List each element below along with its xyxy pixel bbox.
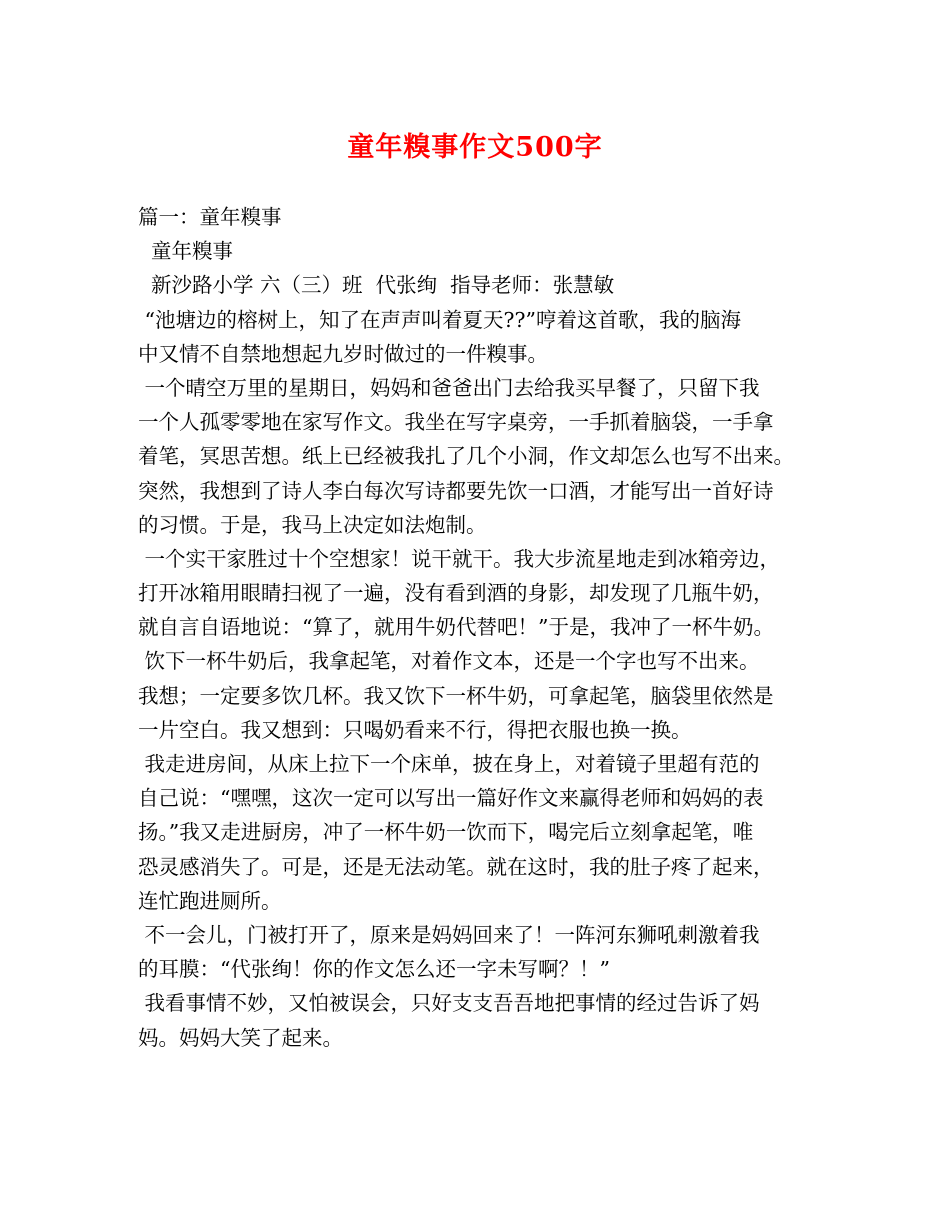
text-line: 的耳膜：“代张绚！你的作文怎么还一字未写啊？！” (138, 957, 610, 982)
text-line: 打开冰箱用眼睛扫视了一遍，没有看到酒的身影，却发现了几瓶牛奶， (138, 581, 774, 606)
text-line: 恐灵感消失了。可是，还是无法动笔。就在这时，我的肚子疼了起来， (138, 854, 774, 879)
text-line: 新沙路小学 六（三）班 代张绚 指导老师：张慧敏 (138, 273, 615, 298)
text-line: 扬。”我又走进厨房，冲了一杯牛奶一饮而下，喝完后立刻拿起笔，唯 (138, 820, 754, 845)
text-line: “池塘边的榕树上，知了在声声叫着夏天??”哼着这首歌，我的脑海 (138, 307, 741, 332)
text-line: 一个晴空万里的星期日，妈妈和爸爸出门去给我买早餐了，只留下我 (138, 375, 760, 400)
text-line: 我想；一定要多饮几杯。我又饮下一杯牛奶，可拿起笔，脑袋里依然是 (138, 683, 774, 708)
text-line: 的习惯。于是，我马上决定如法炮制。 (138, 512, 487, 537)
text-line: 妈。妈妈大笑了起来。 (138, 1025, 343, 1050)
document-title: 童年糗事作文500字 (347, 132, 603, 163)
text-line: 童年糗事 (138, 239, 234, 264)
text-line: 篇一：童年糗事 (138, 205, 282, 229)
text-line: 我走进房间，从床上拉下一个床单，披在身上，对着镜子里超有范的 (138, 752, 760, 776)
text-line: 着笔，冥思苦想。纸上已经被我扎了几个小洞，作文却怎么也写不出来。 (138, 444, 794, 469)
text-line: 饮下一杯牛奶后，我拿起笔，对着作文本，还是一个字也写不出来。 (138, 649, 760, 674)
text-line: 自己说：“嘿嘿，这次一定可以写出一篇好作文来赢得老师和妈妈的表 (138, 786, 764, 811)
text-line: 一个实干家胜过十个空想家！说干就干。我大步流星地走到冰箱旁边， (138, 546, 781, 571)
text-line: 就自言自语地说：“算了，就用牛奶代替吧！”于是，我冲了一杯牛奶。 (138, 615, 774, 640)
text-line: 中又情不自禁地想起九岁时做过的一件糗事。 (138, 341, 548, 366)
text-line: 一片空白。我又想到：只喝奶看来不行，得把衣服也换一换。 (138, 717, 692, 742)
text-line: 突然，我想到了诗人李白每次写诗都要先饮一口酒，才能写出一首好诗 (138, 478, 774, 503)
text-line: 不一会儿，门被打开了，原来是妈妈回来了！一阵河东狮吼刺激着我 (138, 922, 760, 947)
text-line: 我看事情不妙，又怕被误会，只好支支吾吾地把事情的经过告诉了妈 (138, 991, 760, 1016)
text-line: 连忙跑进厕所。 (138, 888, 282, 913)
text-line: 一个人孤零零地在家写作文。我坐在写字桌旁，一手抓着脑袋，一手拿 (138, 410, 774, 435)
document-body (138, 200, 828, 1055)
